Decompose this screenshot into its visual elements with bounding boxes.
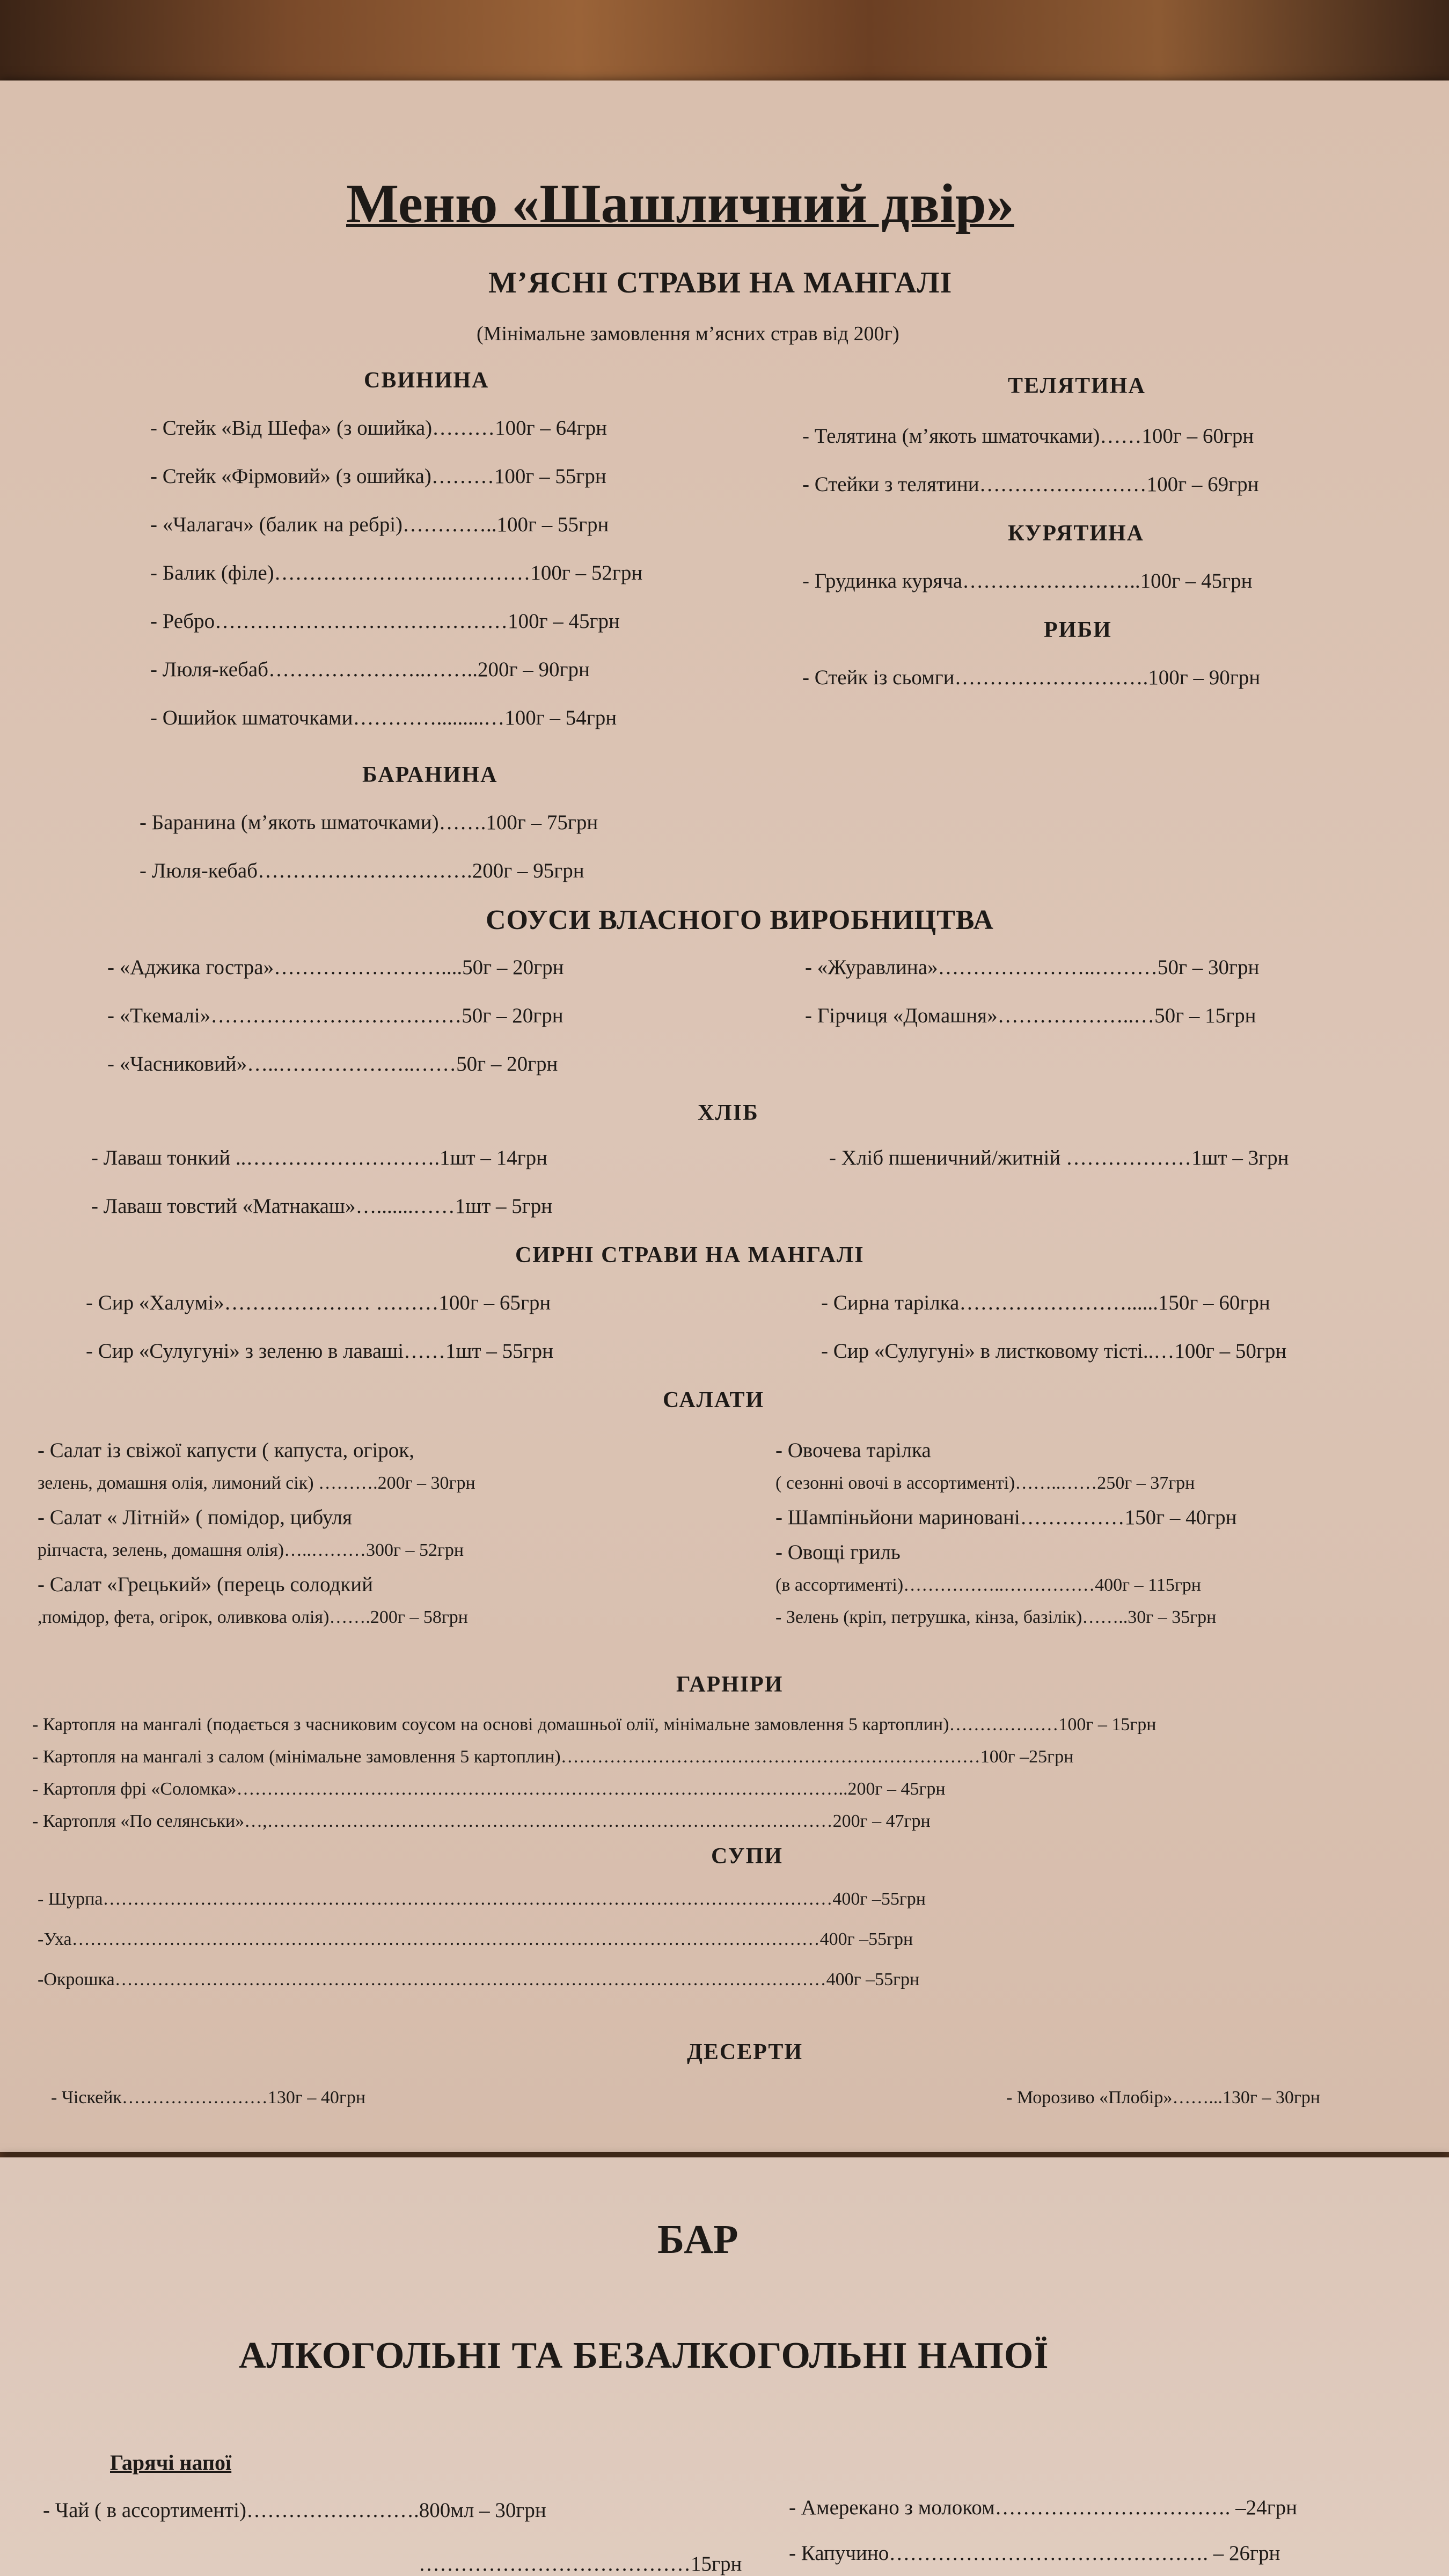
menu-item: - «Чалагач» (балик на ребрі)…………..100г – 55грн bbox=[150, 513, 609, 536]
menu-item: - Стейки з телятини……………………100г – 69грн bbox=[802, 473, 1259, 496]
fish-heading: РИБИ bbox=[1044, 618, 1112, 642]
menu-item: - Картопля на мангалі з салом (мінімальне замовлення 5 картоплин)……………………………………………………………100г –25грн bbox=[32, 1747, 1074, 1767]
menu-item: - Шампіньйони мариновані……………150г – 40грн bbox=[775, 1506, 1237, 1529]
menu-item: - Морозиво «Плобір»……...130г – 30грн bbox=[1006, 2088, 1321, 2107]
menu-item: - «Аджика гостра»……………………....50г – 20грн bbox=[107, 956, 564, 979]
menu-item: - Гірчиця «Домашня»………………..…50г – 15грн bbox=[805, 1004, 1256, 1027]
menu-item: - Овощі гриль bbox=[775, 1541, 901, 1564]
menu-item: - Балик (філе)…………………….…………100г – 52грн bbox=[150, 561, 643, 584]
menu-item: - Зелень (кріп, петрушка, кінза, базілік)……..30г – 35грн bbox=[775, 1607, 1217, 1627]
menu-item: - Люля-кебаб…………………..……..200г – 90грн bbox=[150, 658, 590, 681]
menu-title: Меню «Шашличний двір» bbox=[346, 173, 1014, 235]
min-order-note: (Мінімальне замовлення м’ясних страв від 200г) bbox=[477, 323, 899, 345]
menu-item: - Салат «Грецький» (перець солодкий bbox=[38, 1573, 374, 1596]
bar-title: БАР bbox=[657, 2217, 738, 2262]
soups-heading: СУПИ bbox=[711, 1844, 783, 1869]
wooden-table-background bbox=[0, 0, 1449, 91]
menu-item: - Хліб пшеничний/житній ………………1шт – 3грн bbox=[829, 1146, 1289, 1169]
menu-item: - Телятина (м’якоть шматочками)……100г – 60грн bbox=[802, 425, 1254, 448]
menu-item: - Сирна тарілка……………………......150г – 60грн bbox=[821, 1291, 1270, 1314]
sauces-heading: СОУСИ ВЛАСНОГО ВИРОБНИЦТВА bbox=[486, 905, 994, 935]
pork-heading: СВИНИНА bbox=[364, 368, 489, 393]
hot-drinks-heading: Гарячі напої bbox=[110, 2450, 232, 2475]
menu-item: - Стейк «Фірмовий» (з ошийка)………100г – 55грн bbox=[150, 465, 606, 488]
menu-item: - Лаваш товстий «Матнакаш»….......……1шт – 5грн bbox=[91, 1195, 553, 1218]
menu-item: - Капучино………………………………………. – 26грн bbox=[789, 2542, 1280, 2565]
menu-item: (в ассортименті)……………..……………400г – 115грн bbox=[775, 1575, 1202, 1595]
chicken-heading: КУРЯТИНА bbox=[1008, 521, 1145, 546]
menu-item: ріпчаста, зелень, домашня олія)…..………300г – 52грн bbox=[38, 1540, 464, 1560]
menu-item: -Уха……………………………………………………………………………………………………………400г –55грн bbox=[38, 1929, 913, 1949]
menu-item: - Картопля «По селянськи»…,…………………………………………………………………………………200г – 47грн bbox=[32, 1811, 931, 1831]
menu-item: - «Часниковий»…..………………..……50г – 20грн bbox=[107, 1052, 558, 1075]
desserts-heading: ДЕСЕРТИ bbox=[687, 2040, 803, 2065]
menu-item: - «Журавлина»…………………..………50г – 30грн bbox=[805, 956, 1260, 979]
menu-item: ,помідор, фета, огірок, оливкова олія)…….200г – 58грн bbox=[38, 1607, 468, 1627]
menu-item: - Картопля на мангалі (подається з часниковим соусом на основі домашньої олії, мінімальне замовлення 5 картоплин)………………100г – 15грн bbox=[32, 1715, 1157, 1735]
menu-item: - Амерекано з молоком……………………………. –24грн bbox=[789, 2496, 1298, 2519]
menu-item: - Салат « Літній» ( помідор, цибуля bbox=[38, 1506, 352, 1529]
menu-item: - Грудинка куряча……………………..100г – 45грн bbox=[802, 569, 1253, 592]
menu-sheet-bar bbox=[0, 2157, 1449, 2576]
menu-item: - Ребро……………………………………100г – 45грн bbox=[150, 610, 620, 633]
menu-item: - Картопля фрі «Соломка»………………………………………………………………………………………..200г – 45грн bbox=[32, 1779, 946, 1799]
menu-item: - Салат із свіжої капусти ( капуста, огірок, bbox=[38, 1439, 414, 1462]
cheese-heading: СИРНІ СТРАВИ НА МАНГАЛІ bbox=[515, 1243, 865, 1268]
menu-item: - Сир «Сулугуні» в листковому тісті..…100г – 50грн bbox=[821, 1340, 1287, 1363]
menu-item: ( сезонні овочі в ассортименті)……..……250г – 37грн bbox=[775, 1473, 1195, 1493]
menu-item: - «Ткемалі»………………………………50г – 20грн bbox=[107, 1004, 564, 1027]
salads-heading: САЛАТИ bbox=[663, 1388, 765, 1413]
menu-item: - Шурпа…………………………………………………………………………………………………………400г –55грн bbox=[38, 1889, 926, 1909]
menu-item: зелень, домашня олія, лимоний сік) ……….200г – 30грн bbox=[38, 1473, 475, 1493]
menu-item: - Чіскейк……………………130г – 40грн bbox=[51, 2088, 366, 2107]
menu-item: - Овочева тарілка bbox=[775, 1439, 931, 1462]
menu-item: - Баранина (м’якоть шматочками)…….100г – 75грн bbox=[140, 811, 598, 834]
garnish-heading: ГАРНІРИ bbox=[676, 1672, 784, 1697]
menu-item: - Люля-кебаб………………………….200г – 95грн bbox=[140, 859, 584, 882]
bread-heading: ХЛІБ bbox=[698, 1101, 759, 1125]
section-meat-heading: М’ЯСНІ СТРАВИ НА МАНГАЛІ bbox=[488, 266, 953, 299]
menu-item: …………………………………15грн bbox=[419, 2552, 742, 2575]
menu-item: -Окрошка………………………………………………………………………………………………………400г –55грн bbox=[38, 1970, 920, 1989]
bar-subtitle: АЛКОГОЛЬНІ ТА БЕЗАЛКОГОЛЬНІ НАПОЇ bbox=[239, 2335, 1049, 2376]
lamb-heading: БАРАНИНА bbox=[362, 763, 498, 787]
menu-item: - Сир «Сулугуні» з зеленю в лаваші……1шт – 55грн bbox=[86, 1340, 553, 1363]
menu-sheet-food bbox=[0, 80, 1449, 2152]
menu-item: - Ошийок шматочками………….........…100г – 54грн bbox=[150, 706, 617, 729]
veal-heading: ТЕЛЯТИНА bbox=[1008, 374, 1146, 398]
menu-item: - Сир «Халумі»………………… ………100г – 65грн bbox=[86, 1291, 551, 1314]
menu-item: - Стейк «Від Шефа» (з ошийка)………100г – 64грн bbox=[150, 416, 607, 440]
menu-item: - Стейк із сьомги……………………….100г – 90грн bbox=[802, 666, 1261, 689]
menu-item: - Чай ( в ассортименті)…………………….800мл – 30грн bbox=[43, 2499, 546, 2522]
menu-item: - Лаваш тонкий ..……………………….1шт – 14грн bbox=[91, 1146, 548, 1169]
